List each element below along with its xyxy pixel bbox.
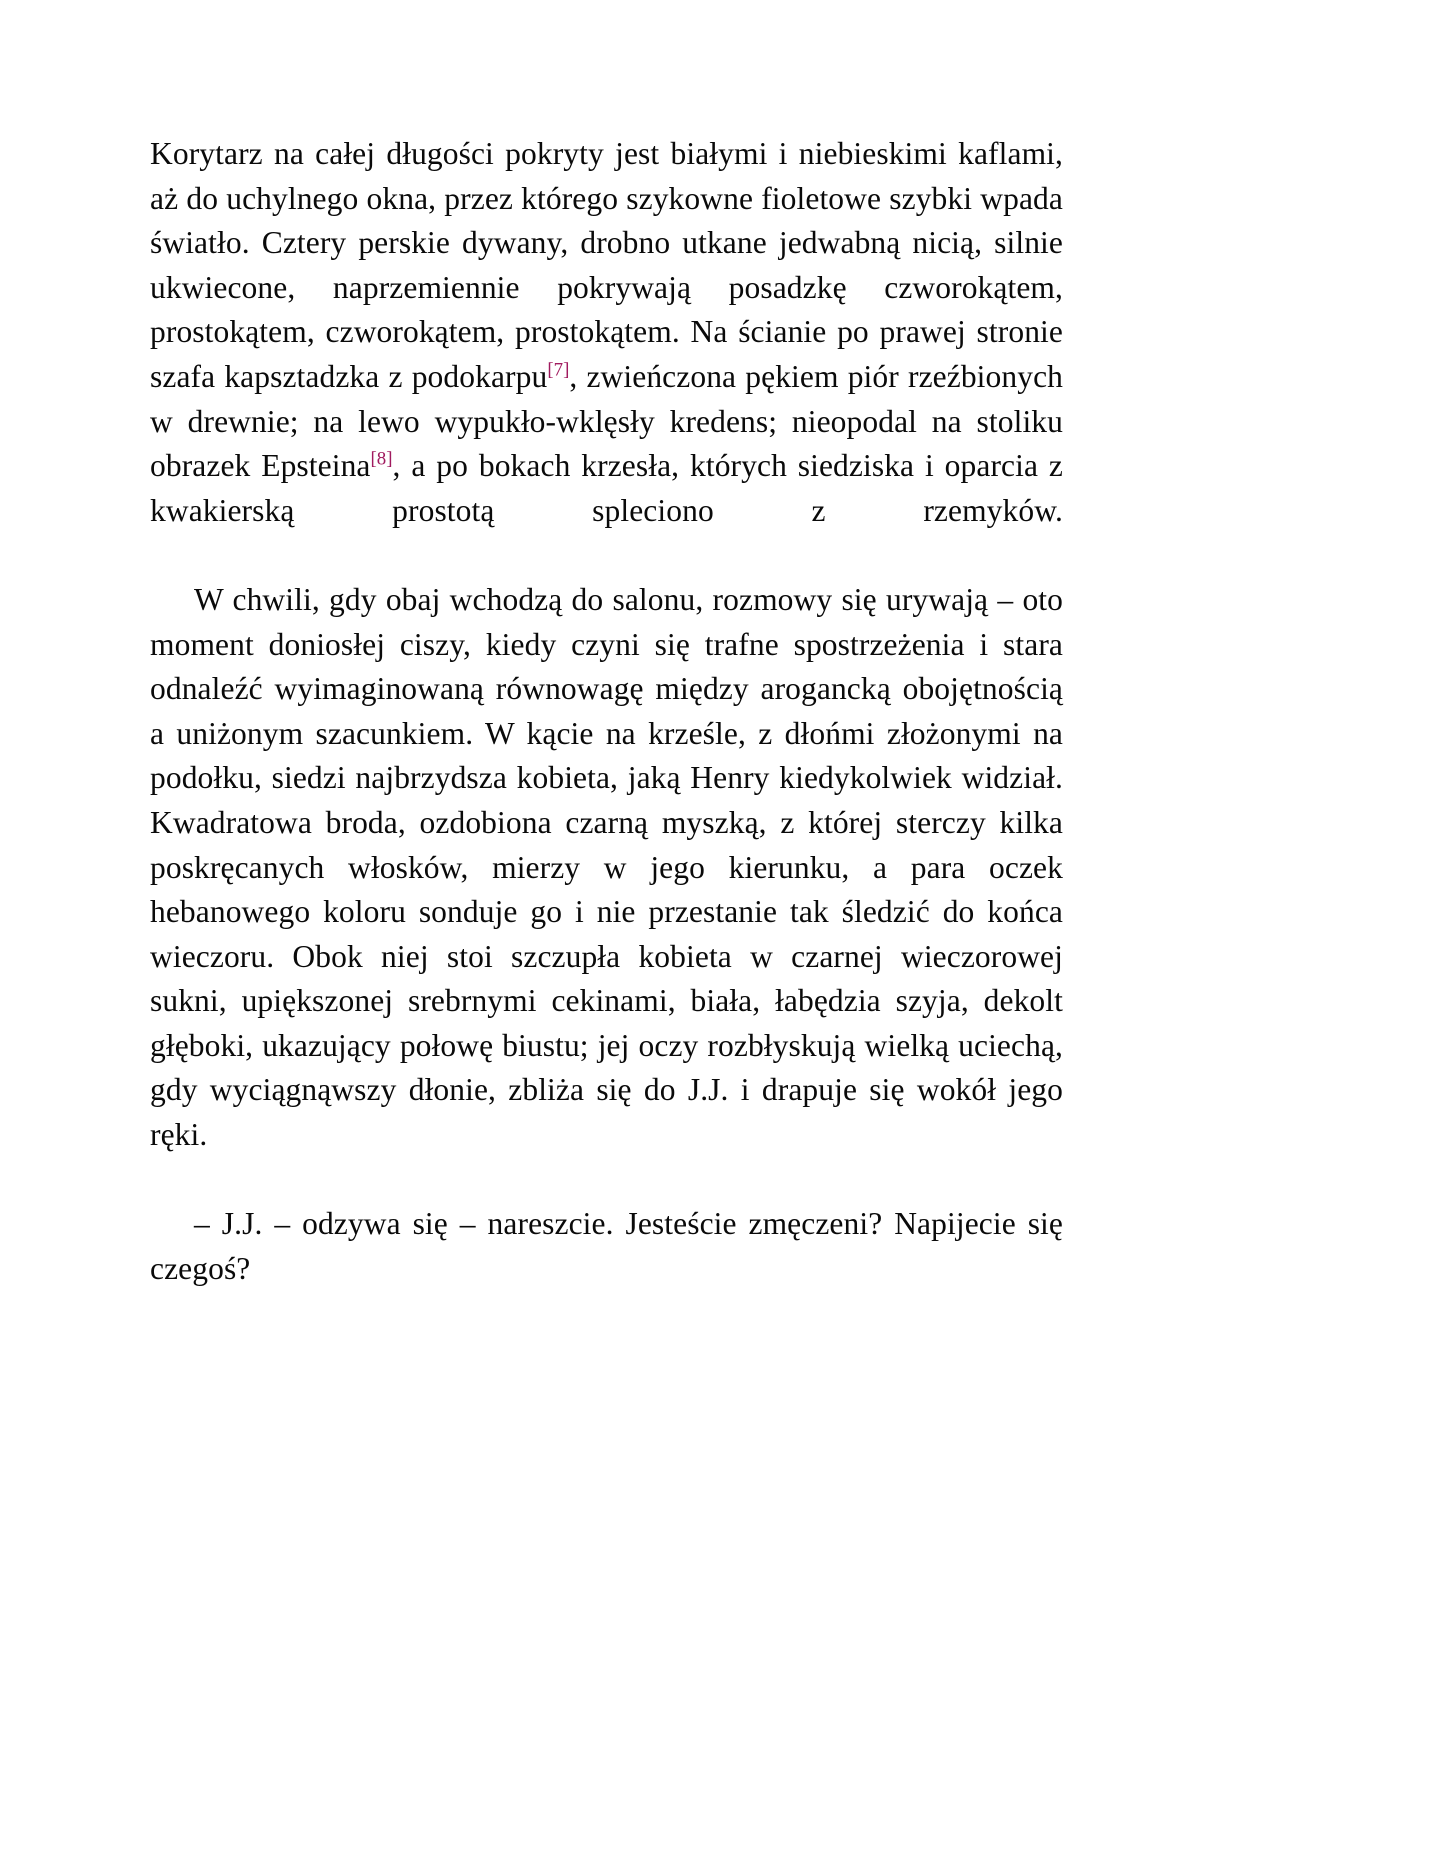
footnote-link-7[interactable]: [7]	[547, 359, 570, 381]
text-column	[150, 132, 1063, 1336]
paragraph-salon	[150, 578, 1063, 1202]
paragraph-text-run: W chwili, gdy obaj wchodzą do salonu, rozmowy się urywają – oto moment doniosłej ciszy, kiedy czyni się trafne spostrzeżenia i stara odnaleźć wyimaginowaną równowagę między arogancką obojętnością a uniżonym szacunkiem. W kącie na krześle, z dłońmi złożonymi na podołku, siedzi najbrzydsza kobieta, jaką Henry kiedykolwiek widział. Kwadratowa broda, ozdobiona czarną myszką, z której sterczy kilka poskręcanych włosków, mierzy w jego kierunku, a para oczek hebanowego koloru sonduje go i nie przestanie tak śledzić do końca wieczoru. Obok niej stoi szczupła kobieta w czarnej wieczorowej sukni, upiększonej srebrnymi cekinami, biała, łabędzia szyja, dekolt głęboki, ukazujący połowę biustu; jej oczy rozbłyskują wielką uciechą, gdy wyciągnąwszy dłonie, zbliża się do J.J. i drapuje się wokół jego ręki.	[150, 581, 1063, 1153]
paragraph-text-run: , a po bokach krzesła, których siedziska i oparcia z kwakierską prostotą spleciono z rzemyków.	[150, 448, 1064, 528]
footnote-reference-8[interactable]	[371, 448, 393, 469]
paragraph-text-run: – J.J. – odzywa się – nareszcie. Jesteście zmęczeni? Napijecie się czegoś?	[150, 1206, 1063, 1286]
paragraph-corridor	[150, 132, 1063, 578]
paragraph-text-run: Korytarz na całej długości pokryty jest białymi i niebieskimi kaflami, aż do uchylnego okna, przez którego szykowne fioletowe szybki wpada światło. Cztery perskie dywany, drobno utkane jedwabną nicią, silnie ukwiecone, naprzemiennie pokrywają posadzkę czworokątem, prostokątem, czworokątem, prostokątem. Na ścianie po prawej stronie szafa kapsztadzka z podokarpu	[150, 136, 1063, 394]
paragraph-dialogue	[150, 1202, 1063, 1336]
footnote-reference-7[interactable]	[547, 359, 569, 380]
footnote-link-8[interactable]: [8]	[370, 448, 393, 470]
paragraph-text-run: , zwieńczona pękiem piór rzeźbionych w drewnie; na lewo wypukło-wklęsły kredens; nieopodal na stoliku obrazek Epsteina	[150, 358, 1064, 484]
